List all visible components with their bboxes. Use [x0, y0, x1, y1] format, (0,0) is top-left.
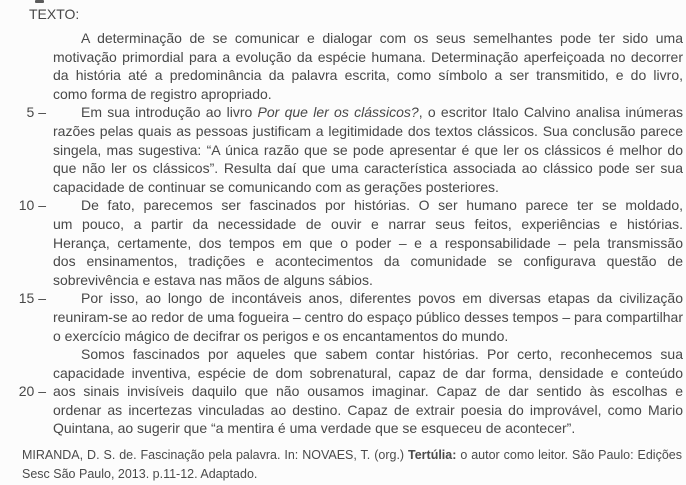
citation-segment: MIRANDA, D. S. de. Fascinação pela palavra. In: NOVAES, T. (org.): [22, 448, 409, 462]
book-title-italic: Por que ler os clássicos?: [257, 104, 419, 121]
line-number-5: 5 –: [26, 104, 46, 121]
crop-artifact: [35, 0, 44, 3]
citation-line: Sesc São Paulo, 2013. p.11-12. Adaptado.: [22, 467, 258, 481]
text-line: aos sinais invisíveis daquilo que não ousamos imaginar. Capaz de dar sentido às escolhas e: [53, 383, 683, 400]
text-line: reuniram-se ao redor de uma fogueira – centro do espaço público desses tempos – para compartilhar: [53, 308, 683, 325]
text-segment: , o escritor Italo Calvino analisa inúmeras: [418, 104, 683, 121]
text-segment: Em sua introdução ao livro: [81, 104, 258, 121]
text-body: [53, 29, 683, 438]
citation-line: [22, 446, 682, 465]
text-line: um pouco, a partir da necessidade de ouvir e narrar seus feitos, experiências e histórias.: [53, 215, 683, 232]
text-line: sobrevivência e estava nas mãos de alguns sábios.: [53, 271, 373, 288]
text-line: De fato, parecemos ser fascinados por histórias. O ser humano parece ter se moldado,: [81, 197, 683, 214]
text-line: A determinação de se comunicar e dialogar com os seus semelhantes pode ter sido uma: [81, 30, 683, 46]
texto-label: TEXTO:: [29, 6, 80, 22]
text-line: motivação primordial para a evolução da espécie humana. Determinação aperfeiçoada no decorrer: [53, 48, 683, 65]
text-line: Quintana, ao sugerir que “a mentira é uma verdade que se esqueceu de acontecer”.: [53, 420, 576, 437]
text-line: Herança, certamente, dos tempos em que o poder – e a responsabilidade – pela transmissão: [53, 234, 683, 251]
text-line: ordenar as incertezas vinculadas ao destino. Capaz de extrair poesia do improvável, como Mario: [53, 401, 683, 418]
citation: [22, 446, 682, 484]
text-line: singela, mas sugestiva: “A única razão que se pode apresentar é que ler os clássicos é melhor do: [53, 141, 683, 158]
text-line: que não ler os clássicos”. Resulta daí que uma característica associada ao clássico pode ser sua: [53, 160, 683, 177]
text-line: como forma de registro apropriado.: [53, 85, 272, 102]
text-line: o exercício mágico de decifrar os perigos e os encantamentos do mundo.: [53, 327, 509, 344]
line-number-15: 15 –: [18, 290, 46, 307]
text-line: dos ensinamentos, tradições e acontecimentos da comunidade se configurava questão de: [53, 253, 683, 270]
text-line: razões pelas quais as pessoas justificam a legitimidade dos textos clássicos. Sua conclusão parece: [53, 122, 683, 139]
text-line: Somos fascinados por aqueles que sabem contar histórias. Por certo, reconhecemos sua: [81, 346, 683, 363]
text-line: da história até a predominância da palavra escrita, como símbolo a ser transmitido, e do livro,: [53, 67, 683, 84]
line-number-20: 20 –: [18, 383, 46, 400]
citation-segment: o autor como leitor. São Paulo: Edições: [456, 448, 682, 462]
text-line: capacidade inventiva, espécie de dom sobrenatural, capaz de dar forma, densidade e conteúdo: [53, 364, 683, 381]
text-line: [53, 103, 683, 122]
line-number-10: 10 –: [18, 197, 46, 214]
citation-work-title-bold: Tertúlia:: [408, 448, 457, 462]
text-line: capacidade de continuar se comunicando com as gerações posteriores.: [53, 178, 499, 195]
text-line: Por isso, ao longo de incontáveis anos, diferentes povos em diversas etapas da civilização: [81, 290, 683, 307]
